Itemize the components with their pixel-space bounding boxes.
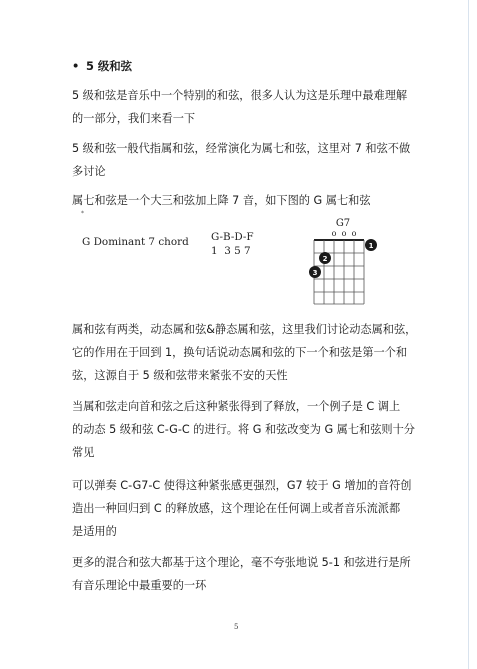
paragraph-line: 它的作用在于回到 1，换句话说动态属和弦的下一个和弦是第一个和: [72, 346, 408, 359]
open-string-3: o: [351, 229, 357, 238]
paragraph-line: 造出一种回归到 C 的释放感，这个理论在任何调上或者音乐流派都: [72, 502, 401, 515]
page-number: 5: [234, 623, 239, 631]
open-string-2: o: [341, 229, 347, 238]
section-heading-text: 5 级和弦: [86, 59, 133, 73]
chord-notes-label: G-B-D-F: [211, 231, 254, 243]
svg-text:1: 1: [368, 242, 374, 250]
paragraph-line: 5 级和弦是音乐中一个特别的和弦，很多人认为这是乐理中最难理解: [72, 89, 408, 102]
paragraph-2: [72, 137, 416, 183]
paragraph-line: 可以弹奏 C-G7-C 使得这种紧张感更强烈，G7 较于 G 增加的音符创: [72, 479, 412, 492]
finger-dot-2: [319, 252, 331, 264]
paragraph-5: [72, 395, 416, 464]
finger-dot-3: [309, 266, 321, 278]
paragraph-line: 当属和弦走向首和弦之后这种紧张得到了释放，一个例子是 C 调上: [72, 400, 401, 413]
paragraph-1: [72, 84, 416, 130]
section-heading: [72, 58, 132, 74]
paragraph-line: 有音乐理论中最重要的一环: [72, 579, 207, 592]
chord-diagram: [303, 216, 383, 306]
finger-dot-1: [365, 239, 377, 251]
paragraph-line: 5 级和弦一般代指属和弦，经常演化为属七和弦，这里对 7 和弦不做: [72, 142, 411, 155]
svg-text:2: 2: [322, 255, 328, 263]
paragraph-line: 更多的混合和弦大都基于这个理论，毫不夸张地说 5-1 和弦进行是所: [72, 556, 411, 569]
figure-mark: *: [81, 210, 84, 217]
chord-degrees-label: 1 3 5 7: [211, 245, 251, 257]
chord-name-label: G Dominant 7 chord: [82, 236, 189, 248]
paragraph-line: 的一部分，我们来看一下: [72, 112, 196, 125]
paragraph-3: [72, 189, 416, 212]
paragraph-line: 多讨论: [72, 165, 106, 178]
paragraph-line: 属和弦有两类，动态属和弦&静态属和弦，这里我们讨论动态属和弦，: [72, 323, 417, 336]
paragraph-7: [72, 551, 416, 597]
bullet: •: [72, 59, 80, 73]
paragraph-line: 弦，这源自于 5 级和弦带来紧张不安的天性: [72, 369, 288, 382]
paragraph-line: 的动态 5 级和弦 C-G-C 的进行。将 G 和弦改变为 G 属七和弦则十分: [72, 423, 415, 436]
open-string-1: o: [331, 229, 337, 238]
paragraph-6: [72, 474, 416, 543]
svg-text:3: 3: [312, 269, 318, 277]
fretboard-grid: [314, 240, 364, 304]
paragraph-line: 常见: [72, 446, 95, 459]
chord-diagram-title: G7: [335, 218, 351, 229]
page-edge-line: [468, 0, 469, 669]
paragraph-4: [72, 318, 416, 387]
paragraph-line: 属七和弦是一个大三和弦加上降 7 音，如下图的 G 属七和弦: [72, 194, 371, 207]
paragraph-line: 是适用的: [72, 525, 117, 538]
